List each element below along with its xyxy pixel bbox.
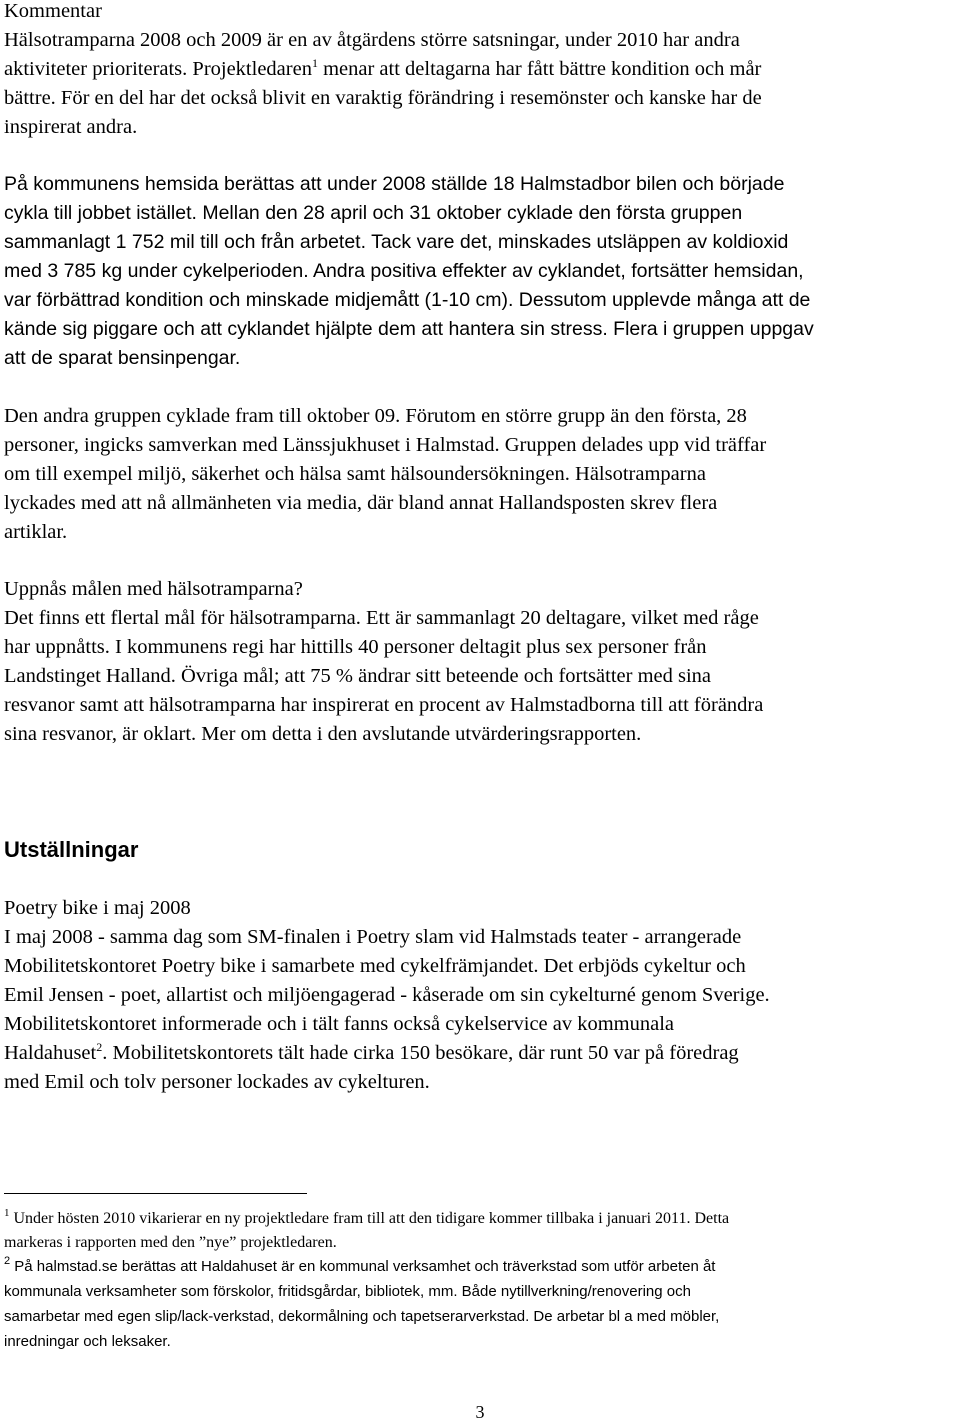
paragraph-line: Hälsotramparna 2008 och 2009 är en av åtgärdens större satsningar, under 2010 har andra <box>4 29 740 51</box>
paragraph-line: har uppnåtts. I kommunens regi har hittills 40 personer deltagit plus sex personer från <box>4 636 707 658</box>
footnote-1: $^1$ Under hösten 2010 vikarierar en ny projektledare fram till att den tidigare kommer tillbaka i januari 2011. Detta <box>4 1207 730 1227</box>
paragraph-line: I maj 2008 - samma dag som SM-finalen i Poetry slam vid Halmstads teater - arrangerade <box>4 926 742 948</box>
footnote-line: markeras i rapporten med den ”nye” projektledaren. <box>4 1234 337 1251</box>
footnote-mark: 2 <box>4 1255 11 1267</box>
section-heading-kommentar: Kommentar <box>4 0 102 22</box>
paragraph-line: sina resvanor, är oklart. Mer om detta i den avslutande utvärderingsrapporten. <box>4 723 642 745</box>
paragraph-line: med 3 785 kg under cykelperioden. Andra positiva effekter av cyklandet, fortsätter hemsidan, <box>4 260 804 282</box>
paragraph-line: med Emil och tolv personer lockades av cykelturen. <box>4 1071 430 1093</box>
footnote-line: samarbetar med egen slip/lack-verkstad, dekormålning och tapetserarverkstad. De arbetar bl a med möbler, <box>4 1308 720 1325</box>
paragraph-line: Den andra gruppen cyklade fram till oktober 09. Förutom en större grupp än den första, 28 <box>4 405 747 427</box>
footnote-separator <box>4 1193 307 1194</box>
section-heading-utstallningar: Utställningar <box>4 837 139 862</box>
paragraph-line: aktiviteter prioriterats. Projektledaren$^1$ menar att deltagarna har fått bättre kondition och mår <box>4 56 762 80</box>
paragraph-line: var förbättrad kondition och minskade midjemått (1-10 cm). Dessutom upplevde många att de <box>4 289 811 311</box>
paragraph-line: lyckades med att nå allmänheten via media, där bland annat Hallandsposten skrev flera <box>4 492 718 514</box>
paragraph-line: Landstinget Halland. Övriga mål; att 75 % ändrar sitt beteende och fortsätter med sina <box>4 665 712 687</box>
subheading-poetry-bike: Poetry bike i maj 2008 <box>4 897 191 919</box>
page-number: 3 <box>475 1402 485 1422</box>
paragraph-line: Det finns ett flertal mål för hälsotramparna. Ett är sammanlagt 20 deltagare, vilket med råge <box>4 607 759 629</box>
footnote-mark: 1 <box>4 1207 10 1219</box>
footnote-ref-2: 2 <box>96 1040 103 1054</box>
paragraph-line: resvanor samt att hälsotramparna har inspirerat en procent av Halmstadborna till att förändra <box>4 694 764 716</box>
paragraph-line: Emil Jensen - poet, allartist och miljöengagerad - kåserade om sin cykelturné genom Sverige. <box>4 984 770 1006</box>
paragraph-line: Mobilitetskontoret informerade och i tält fanns också cykelservice av kommunala <box>4 1013 675 1035</box>
footnote-line: inredningar och leksaker. <box>4 1333 171 1350</box>
paragraph-line: Haldahuset$^2$. Mobilitetskontorets tält hade cirka 150 besökare, där runt 50 var på föredrag <box>4 1040 739 1064</box>
paragraph-line: Mobilitetskontoret Poetry bike i samarbete med cykelfrämjandet. Det erbjöds cykeltur och <box>4 955 746 977</box>
paragraph-line: inspirerat andra. <box>4 116 138 138</box>
paragraph-line: artiklar. <box>4 521 68 543</box>
footnote-2: $^2$ På halmstad.se berättas att Haldahuset är en kommunal verksamhet och träverkstad som utför arbeten åt <box>4 1255 716 1275</box>
section-heading-malen: Uppnås målen med hälsotramparna? <box>4 578 303 600</box>
paragraph-line: cykla till jobbet istället. Mellan den 28 april och 31 oktober cyklade den första gruppen <box>4 202 743 224</box>
paragraph-line: att de sparat bensinpengar. <box>4 347 241 369</box>
paragraph-line: bättre. För en del har det också blivit en varaktig förändring i resemönster och kanske har de <box>4 87 762 109</box>
paragraph-line: personer, ingicks samverkan med Länssjukhuset i Halmstad. Gruppen delades upp vid träffar <box>4 434 767 456</box>
footnote-line: kommunala verksamheter som förskolor, fritidsgårdar, bibliotek, mm. Både nytillverkning/renovering och <box>4 1283 691 1300</box>
footnote-ref-1: 1 <box>311 56 318 70</box>
paragraph-line: kände sig piggare och att cyklandet hjälpte dem att hantera sin stress. Flera i gruppen uppgav <box>4 318 814 340</box>
paragraph-line: På kommunens hemsida berättas att under 2008 ställde 18 Halmstadbor bilen och började <box>4 173 785 195</box>
paragraph-line: om till exempel miljö, säkerhet och hälsa samt hälsoundersökningen. Hälsotramparna <box>4 463 706 485</box>
paragraph-line: sammanlagt 1 752 mil till och från arbetet. Tack vare det, minskades utsläppen av koldioxid <box>4 231 789 253</box>
